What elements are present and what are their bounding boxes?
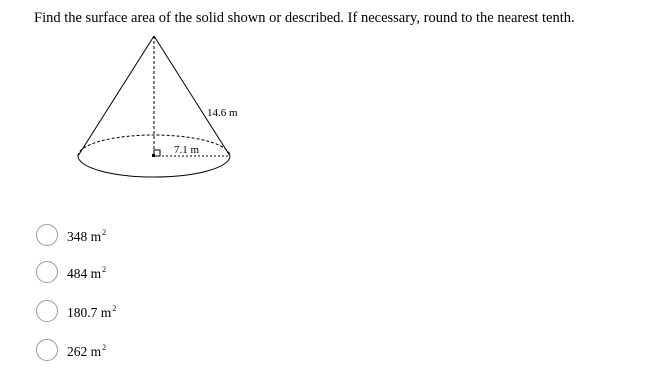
- answer-choice-2[interactable]: [36, 261, 106, 283]
- answer-choice-label: 484 $m^2$: [67, 265, 107, 281]
- radius-label: 7.1 m: [174, 144, 200, 156]
- answer-choice-1[interactable]: [36, 224, 106, 246]
- cone-center-point: [152, 154, 155, 157]
- slant-height-label: 14.6 m: [207, 107, 238, 119]
- cone-left-side: [78, 36, 154, 156]
- radio-button[interactable]: [36, 339, 58, 361]
- question-prompt: Find the surface area of the solid shown or described. If necessary, round to the nearest tenth.: [34, 10, 575, 26]
- answer-choice-label: 348 $m^2$: [67, 228, 107, 244]
- radio-button[interactable]: [36, 261, 58, 283]
- answer-choice-label: 262 $m^2$: [67, 343, 107, 359]
- cone-base-front-edge: [78, 156, 230, 177]
- answer-choice-4[interactable]: [36, 339, 106, 361]
- radio-button[interactable]: [36, 224, 58, 246]
- radio-button[interactable]: [36, 300, 58, 322]
- answer-choice-3[interactable]: [36, 300, 116, 322]
- answer-choice-label: 180.7 $m^2$: [67, 304, 117, 320]
